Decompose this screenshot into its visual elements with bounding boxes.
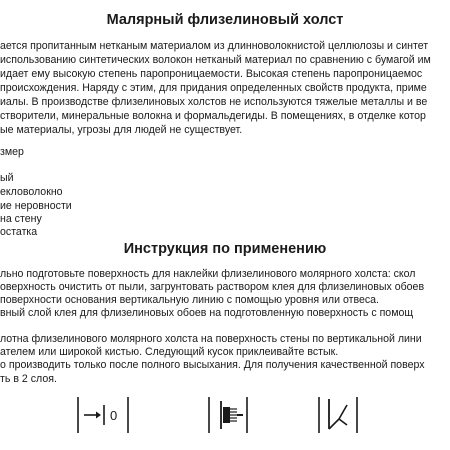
icon-zero-label: 0 (110, 408, 118, 423)
intro-line: ается пропитанным нетканым материалом из длинноволокнистой целлюлозы и синтет (0, 40, 429, 52)
list-item: остатка (0, 226, 38, 238)
list-item: екловолокно (0, 186, 63, 198)
instruction-line: ателем или широкой кистью. Следующий кусок приклеивайте встык. (0, 346, 339, 358)
list-item: змер (0, 146, 24, 158)
intro-line: иалы. В производстве флизелиновых холстов не используются тяжелые металлы и ве (0, 96, 428, 108)
intro-line: использованию синтетических волокон нетканый материал по сравнению с бумагой им (0, 54, 431, 66)
instruction-line: вный слой клея для флизелиновых обоев на подготовленную поверхность с помощ (0, 307, 414, 319)
instruction-line: о производить только после полного высыхания. Для получения качественной поверх (0, 359, 425, 371)
instructions-title: Инструкция по применению (123, 241, 327, 257)
application-icons (0, 393, 450, 450)
instruction-line: лотна флизелинового молярного холста на поверхность стены по вертикальной лини (0, 333, 422, 345)
intro-line: идает ему высокую степень паропроницаемости. Высокая степень паропроницаемос (0, 68, 423, 80)
instruction-line: ть в 2 слоя. (0, 373, 57, 385)
list-item: ый (0, 172, 14, 184)
instruction-line: оверхность очистить от пыли, загрунтовать раствором клея для флизелиновых обоев (0, 281, 425, 293)
intro-line: створители, минеральные волокна и формальдегиды. В помещениях, в отделке котор (0, 110, 426, 122)
list-item: ие неровности (0, 200, 72, 212)
arrow-to-zero-icon (76, 393, 132, 442)
instruction-line: льно подготовьте поверхность для наклейки флизелинового молярного холста: скол (0, 268, 416, 280)
intro-line: происхождения. Наряду с этим, для придания определенных свойств продукта, приме (0, 82, 427, 94)
intro-line: ые материалы, угрозы для людей не существует. (0, 124, 243, 136)
page-title: Малярный флизелиновый холст (106, 12, 344, 28)
list-item: на стену (0, 213, 42, 225)
roller-brush-icon (207, 393, 251, 442)
cut-edge-icon (317, 393, 361, 442)
instruction-line: поверхности основания вертикальную линию с помощью уровня или отвеса. (0, 294, 380, 306)
